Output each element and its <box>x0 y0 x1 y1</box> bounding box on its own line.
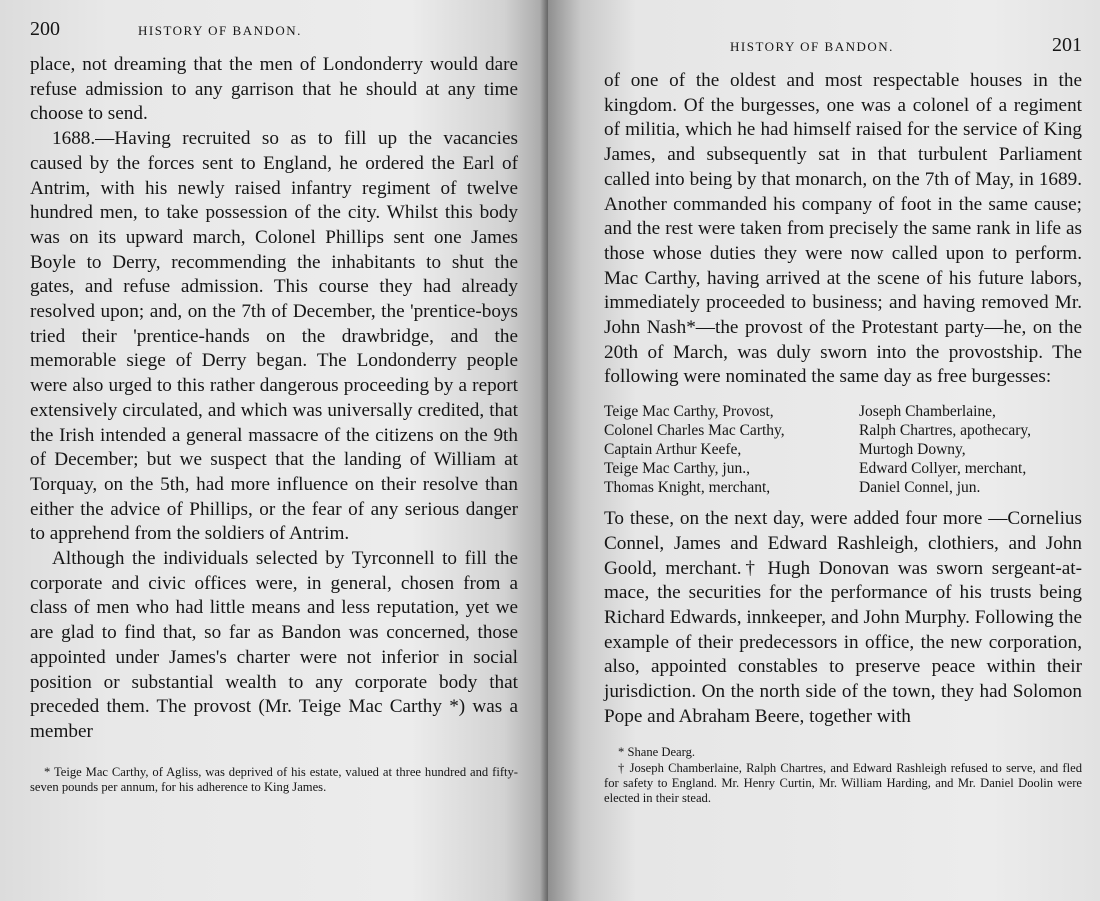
left-running-title: HISTORY OF BANDON. <box>138 23 302 38</box>
right-running-head <box>604 34 1082 57</box>
left-footnotes <box>30 765 518 795</box>
left-paragraph-2: 1688.—Having recruited so as to fill up the vacancies caused by the forces sent to England, he ordered the Earl of Antrim, with his newly raised infantry regiment of twelve hundred men, to take possession of the city. Whilst this body was on its upward march, Colonel Phillips sent one James Boyle to Derry, recommending the inhabitants to shut the gates, and refuse admission. This course they had already resolved upon; and, on the 7th of December, the 'prentice-boys tried their 'prentice-hands on the drawbridge, and the memorable siege of Derry began. The Londonderry people were also urged to this rather dangerous proceeding by a report extensively circulated, and which was universally credited, that the Irish intended a general massacre of the citizens on the 9th of December; but we suspect that the landing of William at Torquay, on the 5th, had more influence on their resolve than either the advice of Phillips, or the fear of any serious danger to apprehend from the soldiers of Antrim. <box>30 128 518 545</box>
right-footnote-2: † Joseph Chamberlaine, Ralph Chartres, and Edward Rashleigh refused to serve, and fled for safety to England. Mr. Henry Curtin, Mr. William Harding, and Mr. Daniel Doolin were elected in their stead. <box>604 760 1082 806</box>
burgess-name: Joseph Chamberlaine, <box>859 403 996 421</box>
left-page <box>0 0 548 901</box>
right-paragraph-1: of one of the oldest and most respectable houses in the kingdom. Of the burgesses, one was a colonel of a regiment of militia, which he had himself raised for the service of King James, and subsequently sat in that turbulent Parliament called into being by that monarch, on the 7th of May, in 1689. Another commanded his company of foot in the same cause; and the rest were taken from precisely the same rank in life as those whose duties they were now called upon to perform. Mac Carthy, having arrived at the scene of his future labors, immediately proceeded to business; and having removed Mr. John Nash*—the provost of the Protestant party—he, on the 20th of March, was duly sworn into the provostship. The following were nominated the same day as free burgesses: <box>604 70 1082 388</box>
right-page <box>548 0 1100 901</box>
burgess-name: Captain Arthur Keefe, <box>604 441 742 459</box>
right-body-text <box>604 69 1082 729</box>
right-paragraph-2: To these, on the next day, were added four more —Cornelius Connel, James and Edward Rashleigh, clothiers, and John Goold, merchant.† Hugh Donovan was sworn sergeant-at-mace, the securities for the performance of his trusts being Richard Edwards, innkeeper, and John Murphy. Following the example of their predecessors in office, the new corporation, also, appointed constables to preserve peace within their jurisdiction. On the north side of the town, they had Solomon Pope and Abraham Beere, together with <box>604 508 1082 727</box>
left-page-number: 200 <box>30 18 60 40</box>
burgess-name: Edward Collyer, merchant, <box>859 460 1027 478</box>
right-footnote-1: * Shane Dearg. <box>618 745 696 760</box>
left-paragraph-1: place, not dreaming that the men of Londonderry would dare refuse admission to any garrison that he should at any time choose to send. <box>30 54 518 125</box>
burgess-name: Ralph Chartres, apothecary, <box>859 422 1032 440</box>
burgess-name: Teige Mac Carthy, Provost, <box>604 403 774 421</box>
burgesses-list <box>604 402 1082 497</box>
left-running-head <box>30 18 518 41</box>
burgess-name: Murtogh Downy, <box>859 441 966 459</box>
right-running-title: HISTORY OF BANDON. <box>730 39 894 54</box>
burgess-name: Thomas Knight, merchant, <box>604 479 771 497</box>
right-page-number: 201 <box>1052 34 1082 56</box>
burgess-name: Daniel Connel, jun. <box>859 479 981 497</box>
left-paragraph-3: Although the individuals selected by Tyrconnell to fill the corporate and civic offices were, in general, chosen from a class of men who had little means and less reputation, yet we are glad to find that, so far as Bandon was concerned, those appointed under James's charter were not inferior in social position or substantial wealth to any corporate body that preceded them. The provost (Mr. Teige Mac Carthy *) was a member <box>30 548 518 742</box>
burgess-name: Teige Mac Carthy, jun., <box>604 460 750 478</box>
right-footnotes <box>604 745 1082 806</box>
left-footnote: * Teige Mac Carthy, of Agliss, was deprived of his estate, valued at three hundred and fifty-seven pounds per annum, for his adherence to King James. <box>30 764 518 794</box>
burgess-name: Colonel Charles Mac Carthy, <box>604 422 785 440</box>
left-body-text <box>30 53 518 745</box>
